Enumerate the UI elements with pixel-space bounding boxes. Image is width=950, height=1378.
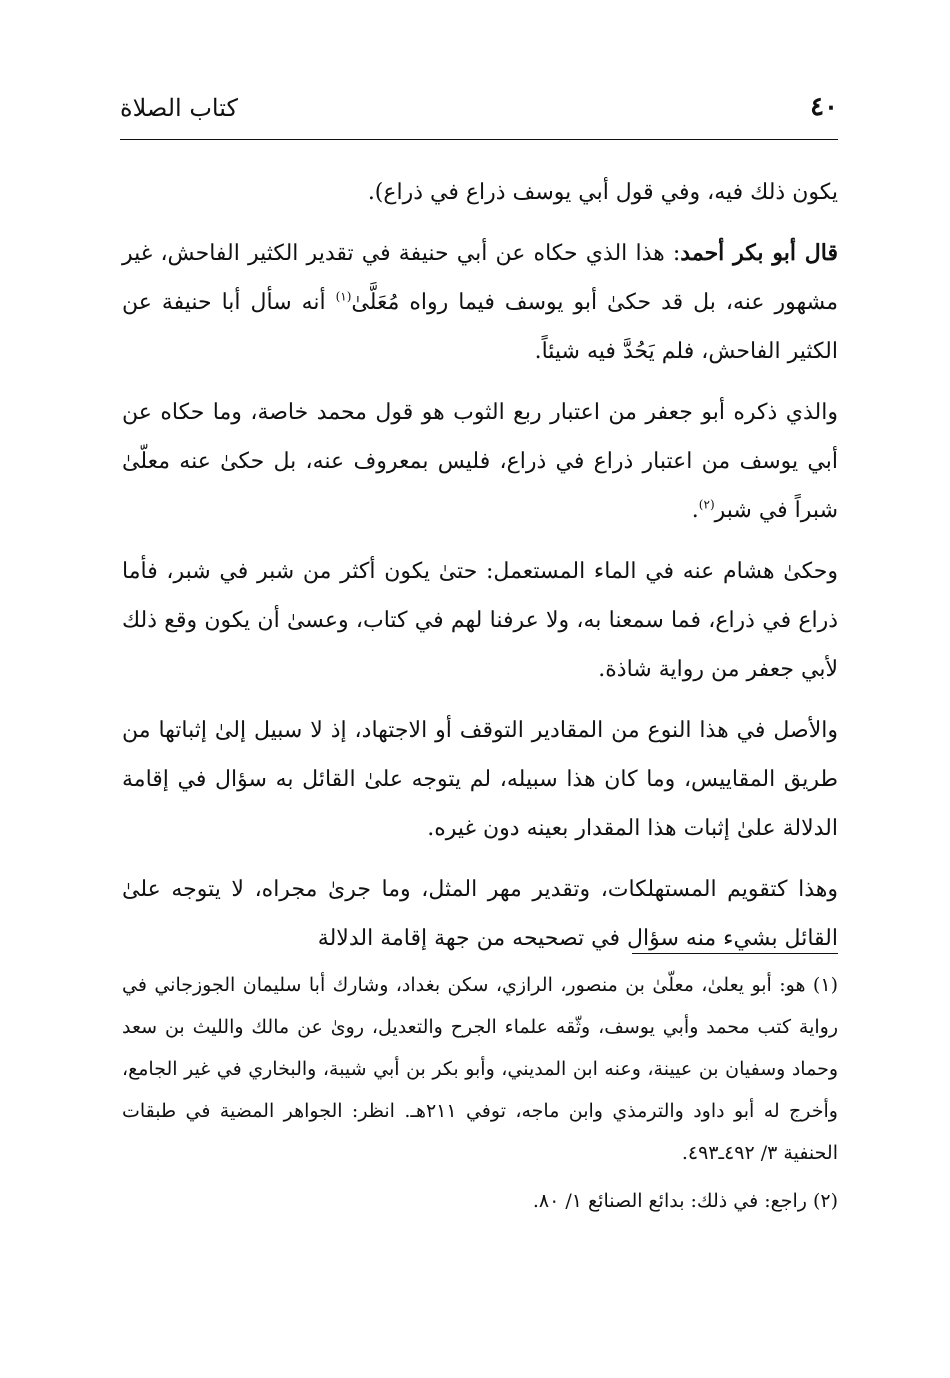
paragraph-5-text: والأصل في هذا النوع من المقادير التوقف أو الاجتهاد، إذ لا سبيل إلىٰ إثباتها من طريق المقاييس، وما كان هذا سبيله، لم يتوجه علىٰ القائل به سؤال في إقامة الدلالة علىٰ إثبات هذا المقدار بعينه دون غيره.	[122, 718, 838, 841]
footnotes	[122, 964, 838, 1228]
footnote-divider	[632, 953, 838, 954]
header-divider	[120, 139, 838, 140]
footnote-1: (١) هو: أبو يعلىٰ، معلّىٰ بن منصور، الرازي، سكن بغداد، وشارك أبا سليمان الجوزجاني في رواية كتب محمد وأبي يوسف، وثّقه علماء الجرح والتعديل، روىٰ عن مالك والليث بن سعد وحماد وسفيان بن عيينة، وعنه ابن المديني، وأبو بكر بن أبي شيبة، والبخاري في غير الجامع، وأخرج له أبو داود والترمذي وابن ماجه، توفي ٢١١هـ. انظر: الجواهر المضية في طبقات الحنفية ٣/ ٤٩٢ـ٤٩٣.	[122, 974, 838, 1164]
page-header	[120, 92, 838, 132]
paragraph-6-text: وهذا كتقويم المستهلكات، وتقدير مهر المثل، وما جرىٰ مجراه، لا يتوجه علىٰ القائل بشيء منه سؤال في تصحيحه من جهة إقامة الدلالة	[122, 877, 838, 951]
main-text	[122, 168, 838, 975]
paragraph-3-text-b: .	[691, 498, 699, 523]
paragraph-2-text-b: أنه سأل أبا حنيفة عن الكثير الفاحش، فلم يَحُدَّ فيه شيئاً.	[122, 290, 838, 364]
footnote-2: (٢) راجع: في ذلك: بدائع الصنائع ١/ ٨٠.	[532, 1190, 838, 1212]
paragraph-5	[122, 706, 838, 853]
paragraph-1-text: يكون ذلك فيه، وفي قول أبي يوسف ذراع في ذراع).	[367, 180, 838, 205]
paragraph-6	[122, 865, 838, 963]
paragraph-1	[122, 168, 838, 217]
paragraph-4	[122, 547, 838, 694]
paragraph-3-text-a: والذي ذكره أبو جعفر من اعتبار ربع الثوب هو قول محمد خاصة، وما حكاه عن أبي يوسف من اعتبار ذراع في ذراع، فليس بمعروف عنه، بل حكىٰ عنه معلّىٰ شبراً في شبر	[122, 400, 838, 523]
paragraph-3	[122, 388, 838, 535]
speaker-name: قال أبو بكر أحمد	[680, 240, 838, 266]
footnote-ref-2[interactable]: (٢)	[698, 497, 715, 512]
paragraph-2	[122, 229, 838, 376]
page-number: ٤٠	[810, 92, 838, 122]
paragraph-2-text-a: : هذا الذي حكاه عن أبي حنيفة في تقدير الكثير الفاحش، غير مشهور عنه، بل قد حكىٰ أبو يوسف فيما رواه مُعَلَّىٰ	[122, 241, 839, 315]
paragraph-4-text: وحكىٰ هشام عنه في الماء المستعمل: حتىٰ يكون أكثر من شبر في شبر، فأما ذراع في ذراع، فما سمعنا به، ولا عرفنا لهم في كتاب، وعسىٰ أن يكون وقع ذلك لأبي جعفر من رواية شاذة.	[122, 559, 838, 682]
running-title: كتاب الصلاة	[120, 94, 238, 122]
footnote-ref-1[interactable]: (١)	[335, 289, 352, 304]
